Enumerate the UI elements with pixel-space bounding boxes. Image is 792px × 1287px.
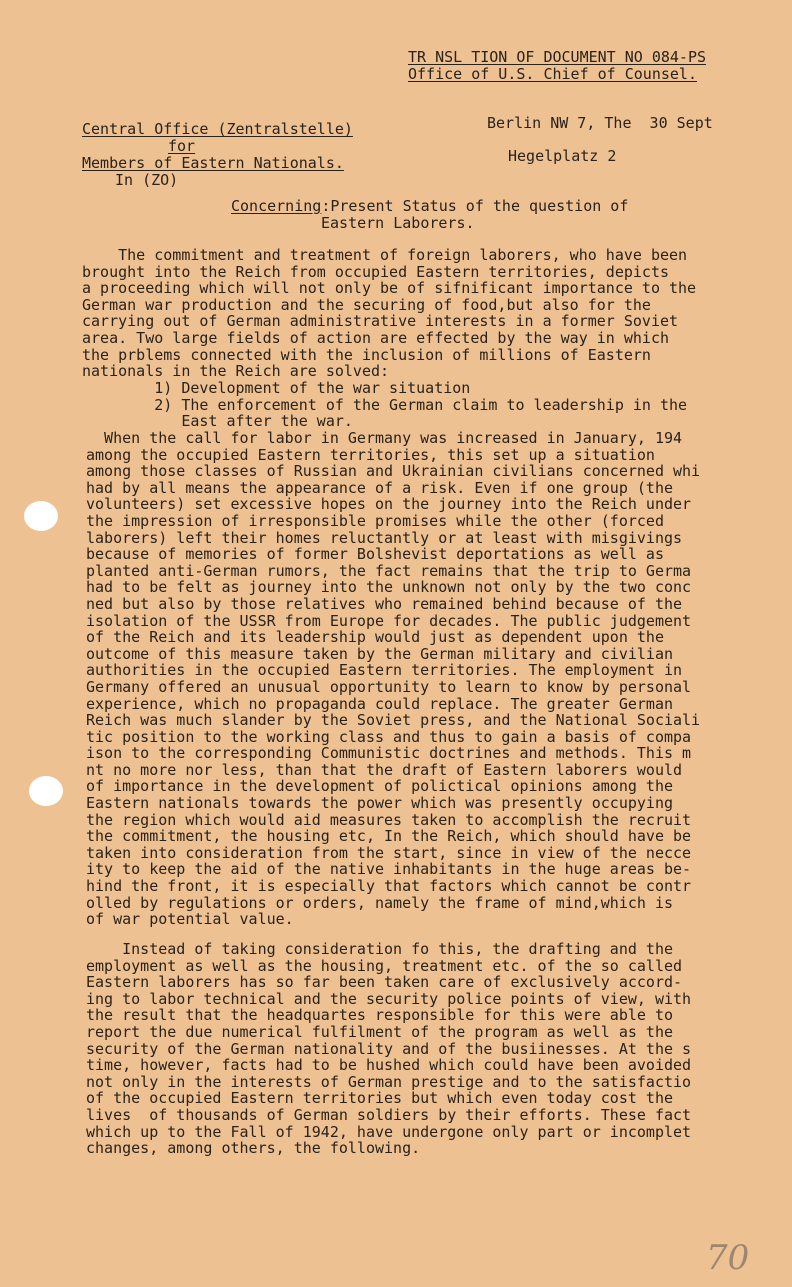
translation-header-line2: Office of U.S. Chief of Counsel. xyxy=(408,65,697,83)
text-line: German war production and the securing of food,but also for the xyxy=(82,296,651,314)
text-line: Instead of taking consideration fo this, the drafting and the xyxy=(86,941,673,958)
text-line: authorities in the occupied Eastern territories. The employment in xyxy=(86,662,683,679)
text-line: planted anti-German rumors, the fact remains that the trip to Germa xyxy=(86,562,692,580)
paragraph-intro xyxy=(82,247,772,380)
subject-text: :Present Status of the question of xyxy=(321,197,629,215)
text-line: employment as well as the housing, treatment etc. of the so called xyxy=(86,957,683,975)
text-line: When the call for labor in Germany was increased in January, 194 xyxy=(86,430,683,447)
list-item: East after the war. xyxy=(82,413,353,430)
text-line: The commitment and treatment of foreign laborers, who have been xyxy=(82,247,688,264)
punch-hole-bottom xyxy=(29,776,63,806)
text-line: Reich was much slander by the Soviet press, and the National Sociali xyxy=(86,712,701,729)
text-line: the impression of irresponsible promises while the other (forced xyxy=(86,512,664,530)
text-line: taken into consideration from the start, since in view of the necce xyxy=(86,844,692,862)
text-line: a proceeding which will not only be of sifnificant importance to the xyxy=(82,280,697,297)
place-street: Hegelplatz 2 xyxy=(508,147,617,165)
text-line: the prblems connected with the inclusion of millions of Eastern xyxy=(82,346,651,364)
list-item: 1) Development of the war situation xyxy=(82,380,471,397)
text-line: had by all means the appearance of a risk. Even if one group (the xyxy=(86,479,673,497)
punch-hole-top xyxy=(24,501,58,531)
paragraph-call-for-labor xyxy=(86,430,786,928)
text-line: of importance in the development of polictical opinions among the xyxy=(86,778,673,796)
sender-line2: for xyxy=(168,137,196,155)
text-line: Germany offered an unusual opportunity to learn to know by personal xyxy=(86,678,692,696)
text-line: area. Two large fields of action are effected by the way in which xyxy=(82,329,669,347)
text-line: had to be felt as journey into the unknown not only by the two conc xyxy=(86,579,692,596)
text-line: the result that the headquartes responsible for this were able to xyxy=(86,1007,673,1024)
numbered-list xyxy=(82,380,772,430)
page-number: 70 xyxy=(706,1238,750,1278)
sender-line3: Members of Eastern Nationals. xyxy=(82,154,344,172)
text-line: of the occupied Eastern territories but which even today cost the xyxy=(86,1090,673,1107)
text-line: not only in the interests of German prestige and to the satisfactio xyxy=(86,1073,692,1091)
text-line: nt no more nor less, than that the draft of Eastern laborers would xyxy=(86,761,683,779)
text-line: among the occupied Eastern territories, this set up a situation xyxy=(86,446,655,464)
sender-line1: Central Office (Zentralstelle) xyxy=(82,120,353,138)
text-line: carrying out of German administrative interests in a former Soviet xyxy=(82,313,679,330)
text-line: laborers) left their homes reluctantly or at least with misgivings xyxy=(86,529,683,547)
text-line: Eastern nationals towards the power which was presently occupying xyxy=(86,795,673,812)
text-line: hind the front, it is especially that factors which cannot be contr xyxy=(86,878,692,895)
paragraph-instead xyxy=(86,941,786,1157)
sender-line4: In (ZO) xyxy=(115,171,179,189)
text-line: report the due numerical fulfilment of the program as well as the xyxy=(86,1023,673,1041)
text-line: lives of thousands of German soldiers by their efforts. These fact xyxy=(86,1106,692,1124)
text-line: tic position to the working class and thus to gain a basis of compa xyxy=(86,728,692,746)
text-line: of the Reich and its leadership would just as dependent upon the xyxy=(86,629,664,646)
text-line: because of memories of former Bolshevist deportations as well as xyxy=(86,546,664,563)
text-line: among those classes of Russian and Ukrainian civilians concerned whi xyxy=(86,463,701,480)
text-line: ing to labor technical and the security police points of view, with xyxy=(86,990,692,1008)
list-item: 2) The enforcement of the German claim to leadership in the xyxy=(82,396,688,414)
text-line: olled by regulations or orders, namely the frame of mind,which is xyxy=(86,894,673,912)
subject-label: Concerning xyxy=(231,197,322,215)
text-line: of war potential value. xyxy=(86,911,294,928)
subject-line2: Eastern Laborers. xyxy=(321,214,475,232)
text-line: Eastern laborers has so far been taken care of exclusively accord- xyxy=(86,974,683,991)
text-line: the region which would aid measures taken to accomplish the recruit xyxy=(86,811,692,829)
text-line: outcome of this measure taken by the German military and civilian xyxy=(86,645,673,663)
text-line: experience, which no propaganda could replace. The greater German xyxy=(86,695,673,713)
text-line: volunteers) set excessive hopes on the journey into the Reich under xyxy=(86,496,692,513)
text-line: changes, among others, the following. xyxy=(86,1140,421,1157)
text-line: ison to the corresponding Communistic doctrines and methods. This m xyxy=(86,745,692,762)
text-line: ned but also by those relatives who remained behind because of the xyxy=(86,595,683,613)
text-line: which up to the Fall of 1942, have undergone only part or incomplet xyxy=(86,1123,692,1141)
text-line: ity to keep the aid of the native inhabitants in the huge areas be- xyxy=(86,861,692,879)
place-date: Berlin NW 7, The 30 Sept xyxy=(487,114,713,132)
text-line: nationals in the Reich are solved: xyxy=(82,363,390,380)
text-line: the commitment, the housing etc, In the Reich, which should have be xyxy=(86,828,692,845)
translation-header-line1: TR NSL TION OF DOCUMENT NO 084-PS xyxy=(408,48,707,66)
text-line: isolation of the USSR from Europe for decades. The public judgement xyxy=(86,612,692,630)
text-line: security of the German nationality and of the busiinesses. At the s xyxy=(86,1040,692,1058)
text-line: time, however, facts had to be hushed which could have been avoided xyxy=(86,1057,692,1074)
text-line: brought into the Reich from occupied Eastern territories, depicts xyxy=(82,263,669,281)
subject-line1 xyxy=(231,198,628,215)
